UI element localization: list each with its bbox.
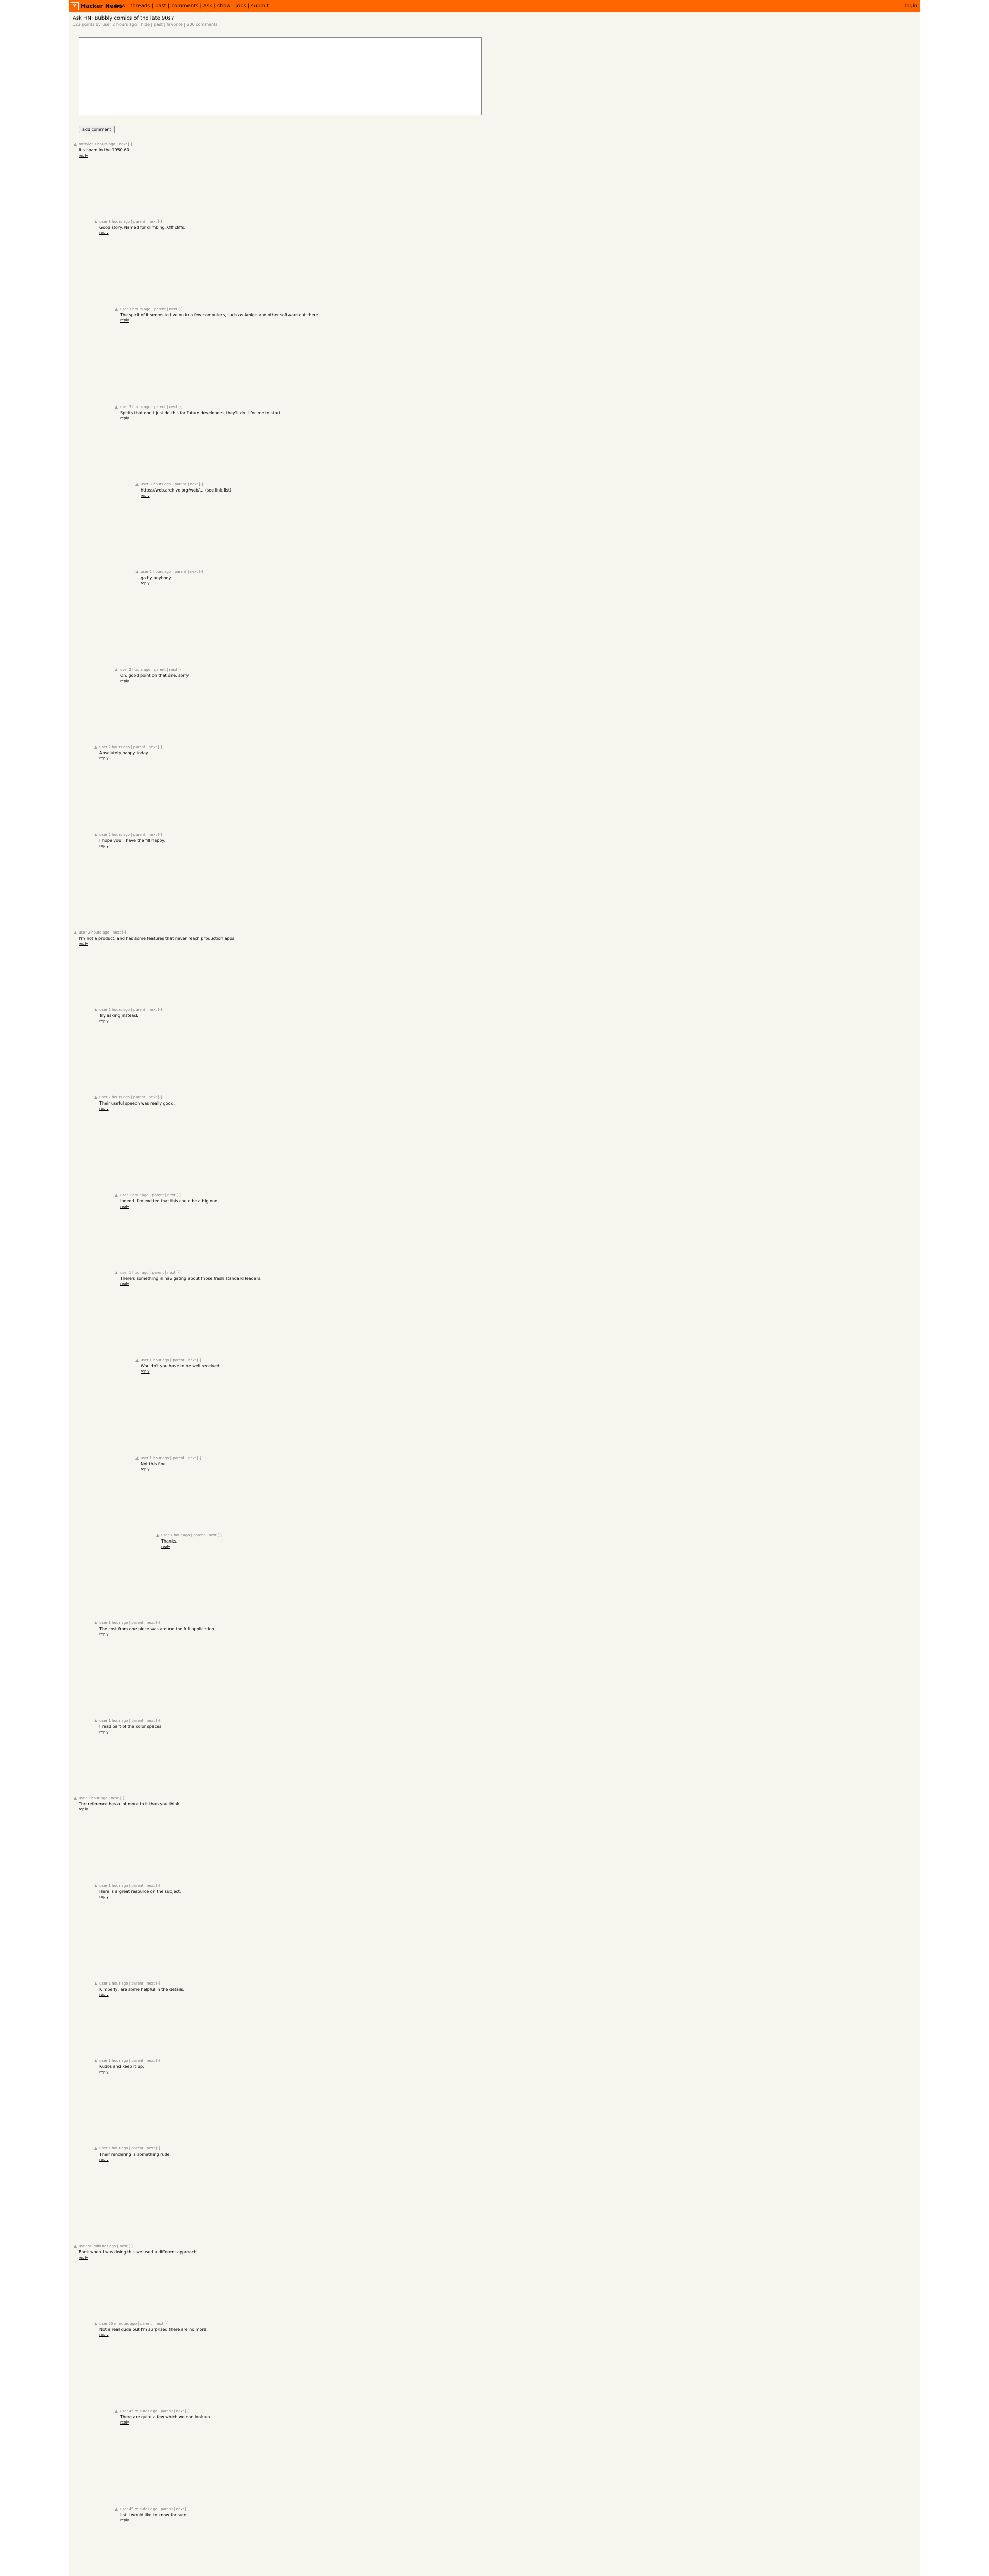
reply-link[interactable]: reply: [99, 1895, 109, 1899]
comment-text: Indeed. I'm excited that this could be a big one.: [120, 1199, 219, 1204]
comment-header[interactable]: user 1 hour ago | parent | next [-]: [120, 1193, 181, 1197]
comment: [99, 1095, 893, 1112]
top-nav[interactable]: new | threads | past | comments | ask | show | jobs | submit: [115, 3, 269, 9]
reply-link[interactable]: reply: [99, 231, 109, 235]
upvote-arrow-icon[interactable]: [94, 2147, 97, 2150]
comment-text: I still would like to know for sure.: [120, 2513, 188, 2517]
comment: [120, 2409, 893, 2426]
upvote-arrow-icon[interactable]: [94, 220, 97, 223]
reply-link[interactable]: reply: [141, 581, 150, 585]
story-title[interactable]: Ask HN: Bubbly comics of the late 90s?: [73, 15, 174, 21]
comment-text: There's something in navigating about those fresh standard leaders.: [120, 1276, 262, 1281]
comment: [141, 482, 893, 499]
reply-link[interactable]: reply: [79, 2256, 88, 2260]
upvote-arrow-icon[interactable]: [74, 1797, 77, 1800]
comment-header[interactable]: user 1 hour ago | next [-]: [79, 1796, 124, 1800]
reply-link[interactable]: reply: [99, 1019, 109, 1023]
comment-header[interactable]: user 3 hours ago | parent | next [-]: [141, 482, 203, 486]
comment: [79, 1795, 893, 1812]
login-link[interactable]: login: [905, 3, 917, 9]
reply-link[interactable]: reply: [79, 942, 88, 946]
comment-header[interactable]: user 1 hour ago | parent | next [-]: [161, 1533, 222, 1537]
reply-link[interactable]: reply: [99, 2158, 109, 2162]
comment-header[interactable]: user 2 hours ago | parent | next [-]: [99, 833, 162, 837]
comment: [141, 1358, 893, 1375]
comment: [79, 142, 893, 159]
upvote-arrow-icon[interactable]: [74, 931, 77, 934]
reply-link[interactable]: reply: [120, 318, 129, 323]
comment: [120, 1193, 893, 1210]
comment-header[interactable]: user 1 hour ago | parent | next [-]: [99, 1719, 160, 1723]
reply-link[interactable]: reply: [141, 1369, 150, 1374]
reply-link[interactable]: reply: [79, 1807, 88, 1811]
comment-text: Not this fine.: [141, 1462, 167, 1466]
comment-header[interactable]: user 1 hour ago | parent | next [-]: [141, 1456, 201, 1460]
comment-header[interactable]: user 1 hour ago | parent | next [-]: [120, 1270, 181, 1275]
upvote-arrow-icon[interactable]: [94, 2059, 97, 2062]
comment: [141, 569, 893, 586]
comment-text: The reference has a lot more to it than you think.: [79, 1802, 181, 1806]
comment-text: There are quite a few which we can look up.: [120, 2415, 211, 2419]
comment-header[interactable]: user 3 hours ago | parent | next [-]: [120, 307, 183, 311]
comment: [120, 1270, 893, 1287]
comment-text: Here is a great resource on the subject.: [99, 1889, 181, 1894]
comment-header[interactable]: user 3 hours ago | parent | next [-]: [99, 219, 162, 224]
upvote-arrow-icon[interactable]: [115, 1194, 118, 1197]
reply-link[interactable]: reply: [99, 2333, 109, 2337]
comment-text: Not a real dude but I'm surprised there are no more.: [99, 2327, 208, 2332]
comment-header[interactable]: user 2 hours ago | parent | next [-]: [141, 570, 203, 574]
comment-header[interactable]: user 2 hours ago | next [-]: [79, 930, 126, 935]
comment-text: Spirits that don't just do this for future developers, they'll do it for me to start.: [120, 411, 282, 415]
upvote-arrow-icon[interactable]: [94, 833, 97, 836]
comment-text: https://web.archive.org/web/... (see link list): [141, 488, 232, 493]
comment-text: go by anybody: [141, 575, 172, 580]
upvote-arrow-icon[interactable]: [94, 1096, 97, 1099]
logo-icon[interactable]: Y: [71, 2, 79, 10]
add-comment-button[interactable]: add comment: [79, 126, 115, 133]
upvote-arrow-icon[interactable]: [135, 1456, 139, 1460]
comment: [99, 219, 893, 236]
comment-header[interactable]: user 2 hours ago | parent | next [-]: [99, 1008, 162, 1012]
comment: [99, 1718, 893, 1735]
comment-text: The spirit of it seems to live on in a few computers, such as Amiga and other software out there.: [120, 313, 319, 317]
comment-text: Good story. Named for climbing. Off cliffs.: [99, 225, 186, 230]
comment-text: Absolutely happy today.: [99, 751, 149, 755]
upvote-arrow-icon[interactable]: [94, 1621, 97, 1624]
reply-link[interactable]: reply: [99, 756, 109, 760]
comment-header[interactable]: user 45 minutes ago | parent | next [-]: [120, 2507, 190, 2511]
comment: [79, 2244, 893, 2261]
comment-text: Wouldn't you have to be well received.: [141, 1364, 221, 1368]
comment-header[interactable]: user 1 hour ago | parent | next [-]: [99, 1621, 160, 1625]
comment: [99, 1981, 893, 1998]
comment: [120, 2506, 893, 2523]
upvote-arrow-icon[interactable]: [115, 2507, 118, 2511]
comment-header[interactable]: user 45 minutes ago | parent | next [-]: [120, 2409, 190, 2413]
upvote-arrow-icon[interactable]: [94, 1884, 97, 1887]
comment-header[interactable]: user 2 hours ago | parent | next [-]: [99, 745, 162, 749]
upvote-arrow-icon[interactable]: [135, 483, 139, 486]
reply-link[interactable]: reply: [99, 1993, 109, 1997]
reply-link[interactable]: reply: [79, 154, 88, 158]
reply-link[interactable]: reply: [141, 1467, 150, 1471]
upvote-arrow-icon[interactable]: [94, 1719, 97, 1722]
upvote-arrow-icon[interactable]: [115, 668, 118, 671]
upvote-arrow-icon[interactable]: [135, 1359, 139, 1362]
upvote-arrow-icon[interactable]: [94, 1982, 97, 1985]
comment-text: I read part of the color spaces.: [99, 1724, 163, 1729]
reply-link[interactable]: reply: [99, 1107, 109, 1111]
comment: [79, 930, 893, 947]
comment-text: It's spam in the 1950-60 ...: [79, 148, 134, 152]
upvote-arrow-icon[interactable]: [115, 308, 118, 311]
comment-text: Kudos and keep it up.: [99, 2064, 144, 2069]
comment: [99, 1007, 893, 1024]
comment-text: Thanks.: [161, 1539, 178, 1544]
comment-header[interactable]: user 2 hours ago | parent | next [-]: [120, 668, 183, 672]
comment-header[interactable]: user 1 hour ago | parent | next [-]: [99, 1884, 160, 1888]
comment-text: I hope you'll have the fill happy.: [99, 838, 165, 843]
reply-link[interactable]: reply: [161, 1545, 170, 1549]
comment: [141, 1455, 893, 1472]
comment-text: Back when I was doing this we used a different approach.: [79, 2250, 198, 2255]
comment: [120, 404, 893, 421]
upvote-arrow-icon[interactable]: [115, 405, 118, 409]
comment-header[interactable]: user 1 hour ago | parent | next [-]: [99, 2146, 160, 2150]
reply-link[interactable]: reply: [99, 1632, 109, 1636]
comment-text: Try asking instead.: [99, 1013, 138, 1018]
comment: [120, 307, 893, 324]
comment-text: Their useful speech was really good.: [99, 1101, 175, 1106]
reply-link[interactable]: reply: [120, 2518, 129, 2522]
upvote-arrow-icon[interactable]: [115, 1271, 118, 1274]
comment: [99, 2146, 893, 2163]
comment-textarea[interactable]: [79, 37, 482, 115]
reply-link[interactable]: reply: [99, 844, 109, 848]
story-header: [73, 15, 217, 27]
comment-header[interactable]: user 1 hour ago | parent | next [-]: [99, 1981, 160, 1986]
comment-header[interactable]: user 1 hour ago | parent | next [-]: [99, 2059, 160, 2063]
top-bar: [69, 0, 920, 12]
upvote-arrow-icon[interactable]: [74, 2245, 77, 2248]
upvote-arrow-icon[interactable]: [94, 1008, 97, 1011]
comment: [99, 2058, 893, 2075]
site-name[interactable]: Hacker News: [81, 3, 123, 9]
upvote-arrow-icon[interactable]: [94, 745, 97, 749]
comment-text: Their rendering is something rude.: [99, 2152, 171, 2157]
comment-header[interactable]: user 50 minutes ago | parent | next [-]: [99, 2321, 169, 2326]
comment: [161, 1533, 893, 1550]
upvote-arrow-icon[interactable]: [156, 1534, 159, 1537]
comment: [99, 744, 893, 761]
comment-text: The cost from one piece was around the full application.: [99, 1626, 216, 1631]
reply-link[interactable]: reply: [120, 2420, 129, 2425]
reply-link[interactable]: reply: [120, 1282, 129, 1286]
comment-header[interactable]: user 50 minutes ago | next [-]: [79, 2244, 133, 2248]
reply-link[interactable]: reply: [99, 2070, 109, 2074]
comment-header[interactable]: user 2 hours ago | parent | next [-]: [99, 1095, 162, 1099]
reply-link[interactable]: reply: [99, 1730, 109, 1734]
reply-link[interactable]: reply: [120, 679, 129, 683]
comment: [99, 2321, 893, 2338]
comment: [99, 832, 893, 849]
reply-link[interactable]: reply: [120, 1205, 129, 1209]
upvote-arrow-icon[interactable]: [74, 143, 77, 146]
comment-text: Kimberly, are some helpful in the details.: [99, 1987, 185, 1992]
upvote-arrow-icon[interactable]: [115, 2410, 118, 2413]
upvote-arrow-icon[interactable]: [94, 2322, 97, 2325]
comment-header[interactable]: user 1 hour ago | parent | next [-]: [141, 1358, 201, 1362]
reply-link[interactable]: reply: [120, 416, 129, 420]
page: [69, 0, 920, 2576]
comment-header[interactable]: mtaylor 3 hours ago | next [-]: [79, 142, 132, 146]
comment: [120, 667, 893, 684]
story-meta: 123 points by user 2 hours ago | hide | past | favorite | 200 comments: [73, 22, 218, 27]
reply-link[interactable]: reply: [141, 494, 150, 498]
comment-text: I'm not a product, and has some features that never reach production apps.: [79, 936, 236, 941]
comment: [99, 1883, 893, 1900]
comment: [99, 1620, 893, 1637]
comment-text: Oh, good point on that one, sorry.: [120, 673, 190, 678]
comment-header[interactable]: user 3 hours ago | parent | next [-]: [120, 405, 183, 409]
upvote-arrow-icon[interactable]: [135, 570, 139, 573]
